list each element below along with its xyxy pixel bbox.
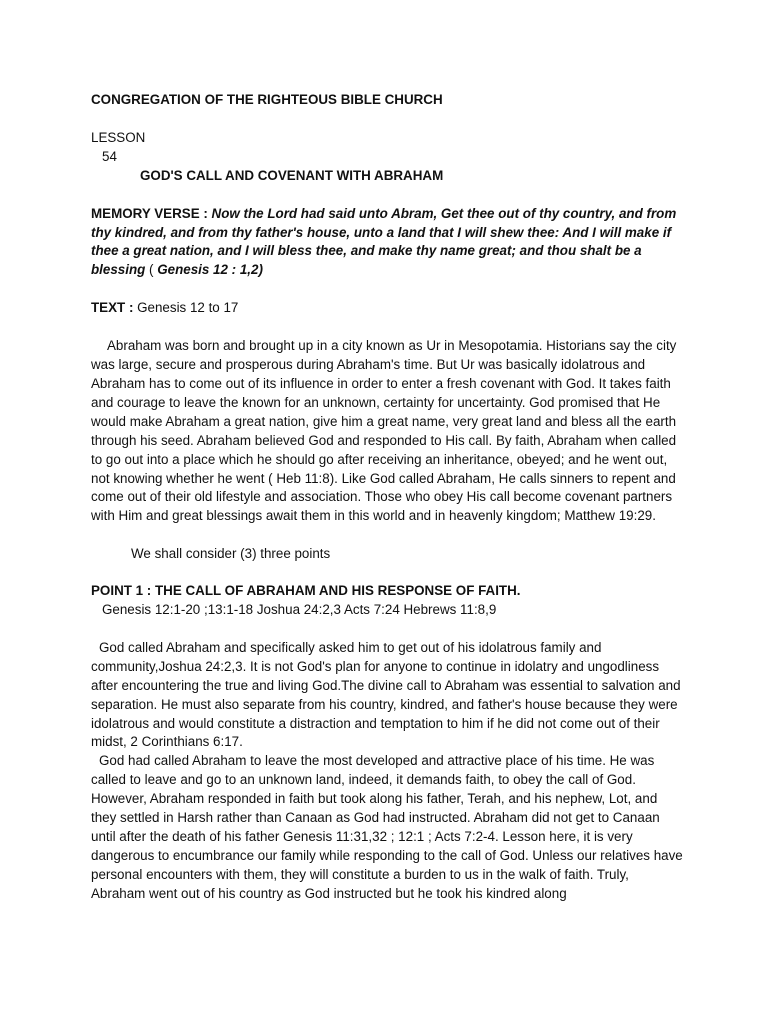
memory-verse-paren: ( (145, 262, 158, 278)
lesson-label: LESSON (91, 129, 146, 145)
text-reference-label: TEXT : (91, 300, 138, 316)
point1-paragraph-1: God called Abraham and specifically asked him to get out of his idolatrous family and community,Joshua 24:2,3. It is not God's plan for anyone to continue in idolatry and ungodliness after encountering the true and living God.The divine call to Abraham was essential to salvation and separation. He must also separate from his country, kindred, and father's house because they were idolatrous and would constitute a distraction and temptation to him if he did not come out of their midst, 2 Corinthians 6:17. (91, 639, 681, 750)
point1-paragraph-2: God had called Abraham to leave the most developed and attractive place of his time. He was called to leave and go to an unknown land, indeed, it demands faith, to obey the call of God. However, Abraham responded in faith but took along his father, Terah, and his nephew, Lot, and they settled in Harsh rather than Canaan as God had instructed. Abraham did not get to Canaan until after the death of his father Genesis 11:31,32 ; 12:1 ; Acts 7:2-4. Lesson here, it is very dangerous to encumbrance our family while responding to the call of God. Unless our relatives have personal encounters with them, they will constitute a burden to us in the walk of faith. Truly, Abraham went out of his country as God instructed but he took his kindred along (91, 753, 683, 901)
document-page (91, 91, 683, 904)
intro-paragraph: Abraham was born and brought up in a city known as Ur in Mesopotamia. Historians say the city was large, secure and prosperous during Abraham's time. But Ur was basically idolatrous and Abraham has to come out of its influence in order to enter a fresh covenant with God. It takes faith and courage to leave the known for an unknown, certainty for uncertainty. God promised that He would make Abraham a great nation, give him a great name, very great land and bless all the earth through his seed. Abraham believed God and responded to His call. By faith, Abraham when called to go out into a place which he should go after receiving an inheritance, obeyed; and he went out, not knowing whether he went ( Heb 11:8). Like God called Abraham, He calls sinners to repent and come out of their old lifestyle and association. Those who obey His call become covenant partners with Him and great blessings await them in this world and in heavenly kingdom; Matthew 19:29. (91, 338, 677, 524)
points-intro: We shall consider (3) three points (131, 546, 331, 562)
memory-verse-label: MEMORY VERSE : (91, 205, 212, 221)
church-name: CONGREGATION OF THE RIGHTEOUS BIBLE CHURCH (91, 92, 443, 107)
memory-verse-reference: Genesis 12 : 1,2) (157, 262, 263, 278)
text-reference (91, 299, 683, 318)
lesson-title: GOD'S CALL AND COVENANT WITH ABRAHAM (140, 167, 444, 183)
point1-references: Genesis 12:1-20 ;13:1-18 Joshua 24:2,3 Acts 7:24 Hebrews 11:8,9 (102, 602, 497, 618)
memory-verse-text: Now the Lord had said unto Abram, Get thee out of thy country, and from thy kindred, and from thy father's house, unto a land that I will shew thee: And I will make if thee a great nation, and I will bless thee, and make thy name great; and thou shalt be a blessing (91, 205, 677, 278)
lesson-number: 54 (102, 148, 117, 164)
memory-verse (91, 205, 683, 281)
point1-heading: POINT 1 : THE CALL OF ABRAHAM AND HIS RESPONSE OF FAITH. (91, 583, 521, 599)
text-reference-value: Genesis 12 to 17 (137, 300, 239, 316)
